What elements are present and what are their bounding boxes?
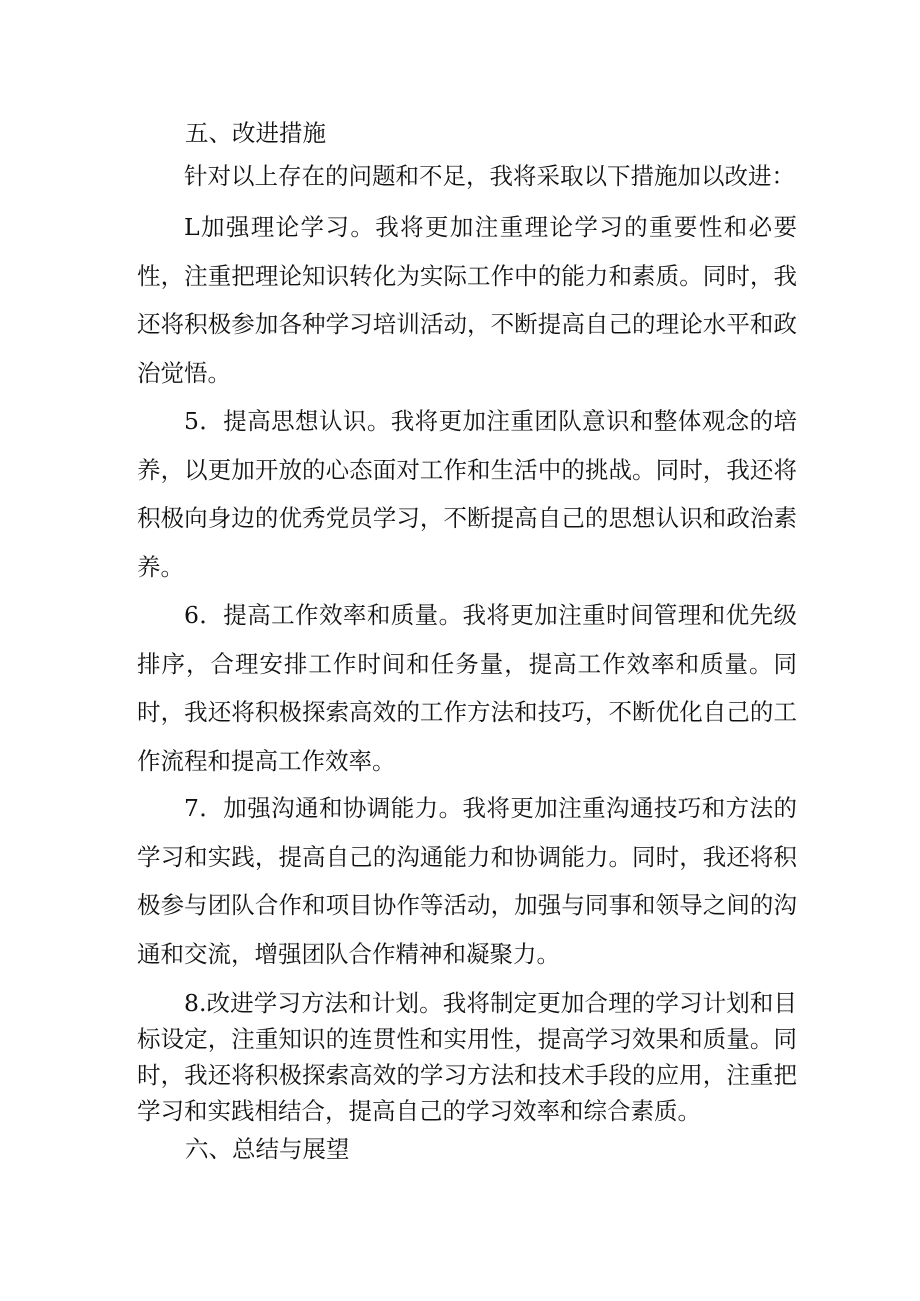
section-heading-improvement: 五、改进措施	[185, 119, 326, 147]
measure-item-8: 8.改进学习方法和计划。我将制定更加合理的学习计划和目标设定，注重知识的连贯性和实用性，提高学习效果和质量。同时，我还将积极探索高效的学习方法和技术手段的应用，注重把学习和实践相结合，提高自己的学习效率和综合素质。	[137, 989, 797, 1125]
measure-item-5: 5．提高思想认识。我将更加注重团队意识和整体观念的培养，以更加开放的心态面对工作和生活中的挑战。同时，我还将积极向身边的优秀党员学习，不断提高自己的思想认识和政治素养。	[137, 407, 797, 581]
measure-item-1: L加强理论学习。我将更加注重理论学习的重要性和必要性，注重把理论知识转化为实际工作中的能力和素质。同时，我还将积极参加各种学习培训活动，不断提高自己的理论水平和政治觉悟。	[137, 213, 797, 387]
section-heading-summary: 六、总结与展望	[185, 1135, 350, 1163]
intro-paragraph: 针对以上存在的问题和不足，我将采取以下措施加以改进：	[184, 162, 795, 190]
measure-item-6: 6．提高工作效率和质量。我将更加注重时间管理和优先级排序，合理安排工作时间和任务量，提高工作效率和质量。同时，我还将积极探索高效的工作方法和技巧，不断优化自己的工作流程和提高工作效率。	[137, 601, 797, 775]
measure-item-7: 7．加强沟通和协调能力。我将更加注重沟通技巧和方法的学习和实践，提高自己的沟通能力和协调能力。同时，我还将积极参与团队合作和项目协作等活动，加强与同事和领导之间的沟通和交流，增强团队合作精神和凝聚力。	[137, 794, 797, 968]
